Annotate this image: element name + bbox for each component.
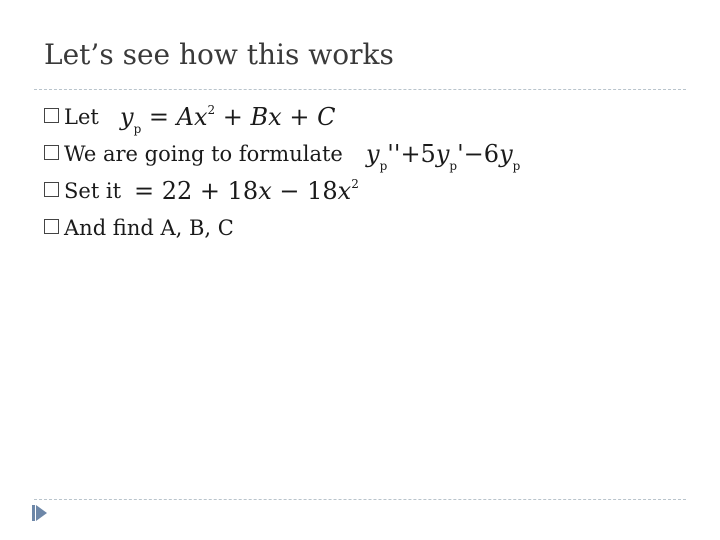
bullet-box-icon	[44, 219, 59, 234]
bullet-text: Set it	[64, 179, 122, 203]
slide-title: Let’s see how this works	[44, 38, 394, 71]
footer-divider	[34, 499, 686, 500]
title-divider	[34, 89, 686, 90]
nav-arrow-shape	[36, 505, 47, 521]
bullet-text: And find A, B, C	[64, 216, 234, 240]
bullet-box-icon	[44, 145, 59, 160]
equation-right-hand-side: = $22 + 18x - 18x^2$	[134, 177, 359, 205]
bullet-text: Let	[64, 105, 99, 129]
equation-yp-definition: $y_p = Ax^2 + Bx + C$	[120, 103, 336, 136]
bullet-box-icon	[44, 182, 59, 197]
nav-bar-shape	[32, 505, 35, 521]
bullet-box-icon	[44, 108, 59, 123]
equation-differential-expression: $y_p''+5y_p'-6y_p$	[366, 140, 521, 173]
bullet-text: We are going to formulate	[64, 142, 343, 166]
